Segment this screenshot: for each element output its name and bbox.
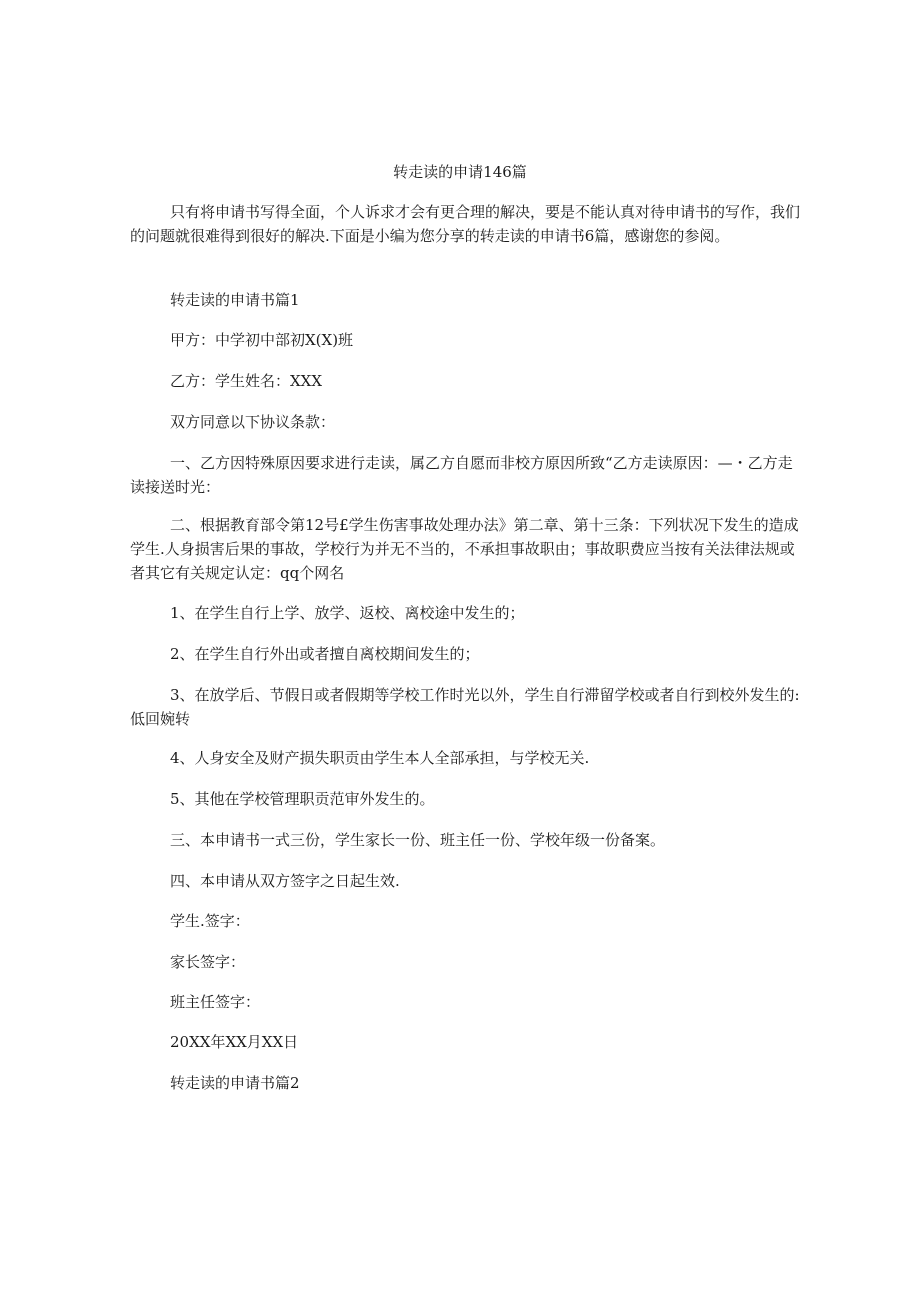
section-heading-1: 转走读的申请书篇1	[170, 291, 300, 309]
clause-four: 四、本申请从双方签字之日起生效.	[170, 872, 400, 890]
document-date: 20XX年XX月XX日	[170, 1033, 299, 1051]
list-item-4: 4、人身安全及财产损失职贡由学生本人全部承担，与学校无关.	[170, 749, 590, 767]
list-item-3: 3、在放学后、节假日或者假期等学校工作时光以外，学生自行滞留学校或者自行到校外发生的:低回婉转	[130, 686, 800, 728]
party-a-line: 甲方：中学初中部初X(X)班	[170, 331, 354, 349]
list-item-2: 2、在学生自行外出或者擅自离校期间发生的；	[170, 645, 480, 663]
student-signature: 学生.签字：	[170, 912, 250, 930]
parent-signature: 家长签字：	[170, 953, 246, 971]
clause-two: 二、根据教育部令第12号£学生伤害事故处理办法》第二章、第十三条：下列状况下发生的造成学生.人身损害后果的事故，学校行为并无不当的，不承担事故职由；事故职费应当按有关法律法规或者其它有关规定认定：qq个网名	[130, 516, 799, 582]
teacher-signature: 班主任签字：	[170, 993, 261, 1011]
party-b-line: 乙方：学生姓名：XXX	[170, 372, 323, 390]
clause-one: 一、乙方因特殊原因要求进行走读，属乙方自愿而非校方原因所致“乙方走读原因：—・乙方走读接送时光：	[130, 454, 793, 496]
document-title: 转走读的申请146篇	[393, 163, 527, 181]
agreement-intro: 双方同意以下协议条款：	[170, 413, 336, 431]
list-item-5: 5、其他在学校管理职贡范审外发生的。	[170, 790, 435, 808]
clause-three: 三、本申请书一式三份，学生家长一份、班主任一份、学校年级一份备案。	[170, 831, 666, 849]
section-heading-2: 转走读的申请书篇2	[170, 1074, 300, 1092]
list-item-1: 1、在学生自行上学、放学、返校、离校途中发生的；	[170, 604, 525, 622]
intro-paragraph: 只有将申请书写得全面，个人诉求才会有更合理的解决，要是不能认真对待申请书的写作，我们的问题就很难得到很好的解决.下面是小编为您分享的转走读的申请书6篇，感谢您的参阅。	[130, 203, 801, 245]
